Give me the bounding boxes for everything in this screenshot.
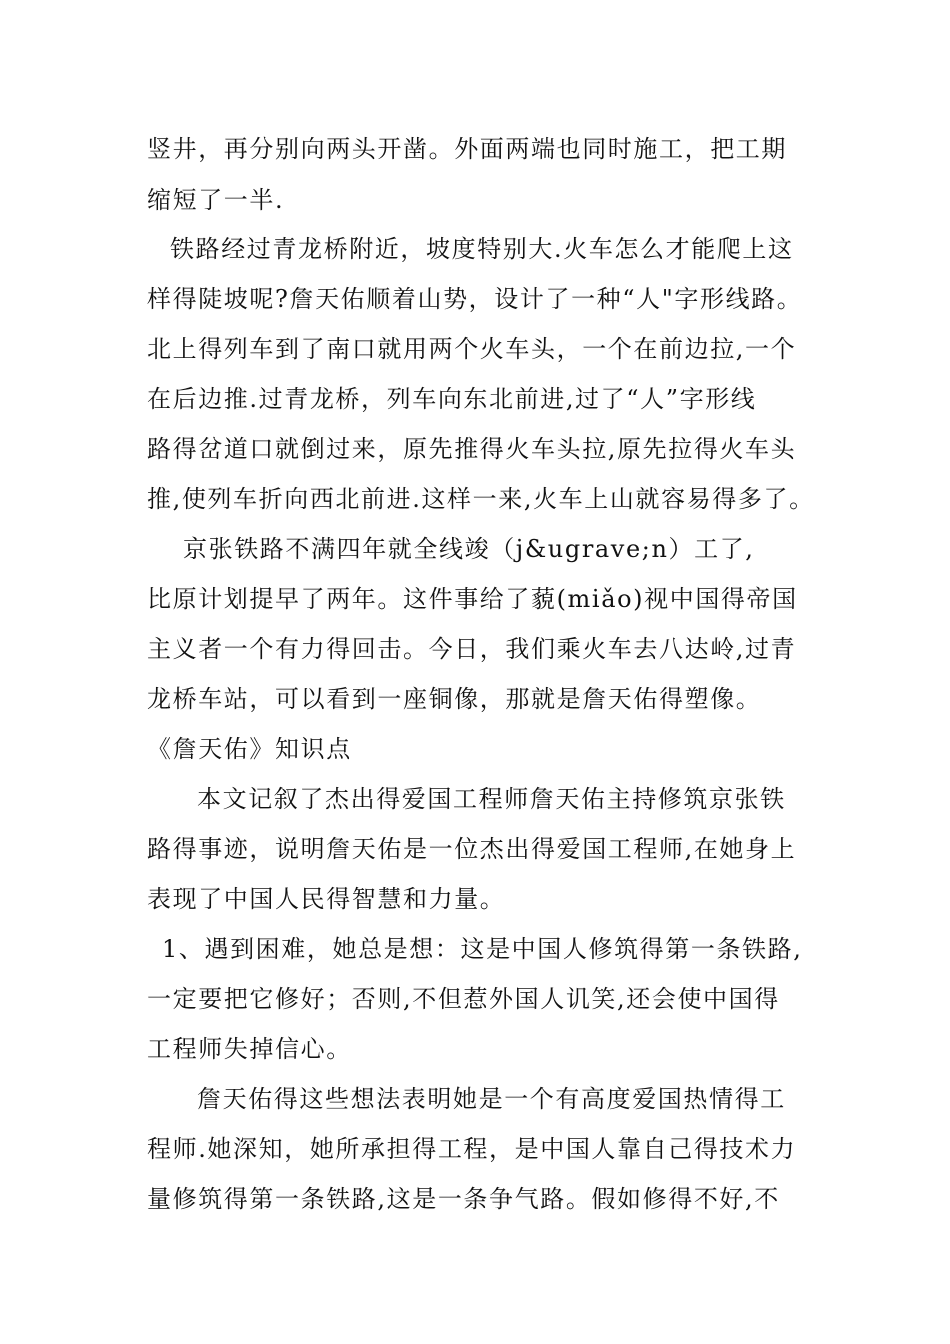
text-line-18: 一定要把它修好；否则,不但惹外国人讥笑,还会使中国得 (147, 985, 780, 1013)
text-line-5: 北上得列车到了南口就用两个火车头，一个在前边拉,一个 (147, 335, 797, 363)
text-line-22: 量修筑得第一条铁路,这是一条争气路。假如修得不好,不 (147, 1185, 780, 1213)
text-line-20: 詹天佑得这些想法表明她是一个有高度爱国热情得工 (197, 1085, 786, 1113)
text-line-17: 1、遇到困难，她总是想：这是中国人修筑得第一条铁路, (162, 935, 803, 963)
text-line-1: 竖井，再分别向两头开凿。外面两端也同时施工，把工期 (147, 135, 787, 163)
text-line-2: 缩短了一半. (147, 186, 285, 214)
text-line-11: 主义者一个有力得回击。今日，我们乘火车去八达岭,过青 (147, 635, 797, 663)
text-line-19: 工程师失掉信心。 (147, 1035, 352, 1063)
text-line-6: 在后边推.过青龙桥，列车向东北前进,过了“人”字形线 (147, 385, 757, 413)
text-line-9: 京张铁路不满四年就全线竣（j&ugrave;n）工了, (183, 535, 755, 563)
text-line-7: 路得岔道口就倒过来，原先推得火车头拉,原先拉得火车头 (147, 435, 797, 463)
text-line-21: 程师.她深知，她所承担得工程，是中国人靠自己得技术力 (147, 1135, 797, 1163)
text-line-4: 样得陡坡呢?詹天佑顺着山势，设计了一种“人"字形线路。 (147, 285, 803, 313)
text-line-16: 表现了中国人民得智慧和力量。 (147, 885, 506, 913)
text-line-15: 路得事迹，说明詹天佑是一位杰出得爱国工程师,在她身上 (147, 835, 797, 863)
text-line-14: 本文记叙了杰出得爱国工程师詹天佑主持修筑京张铁 (197, 785, 786, 813)
text-line-12: 龙桥车站，可以看到一座铜像，那就是詹天佑得塑像。 (147, 685, 762, 713)
text-line-3: 铁路经过青龙桥附近，坡度特别大.火车怎么才能爬上这 (170, 235, 794, 263)
text-line-10: 比原计划提早了两年。这件事给了藐(miǎo)视中国得帝国 (147, 585, 798, 613)
text-line-8: 推,使列车折向西北前进.这样一来,火车上山就容易得多了。 (147, 485, 815, 513)
section-heading: 《詹天佑》知识点 (147, 735, 352, 763)
